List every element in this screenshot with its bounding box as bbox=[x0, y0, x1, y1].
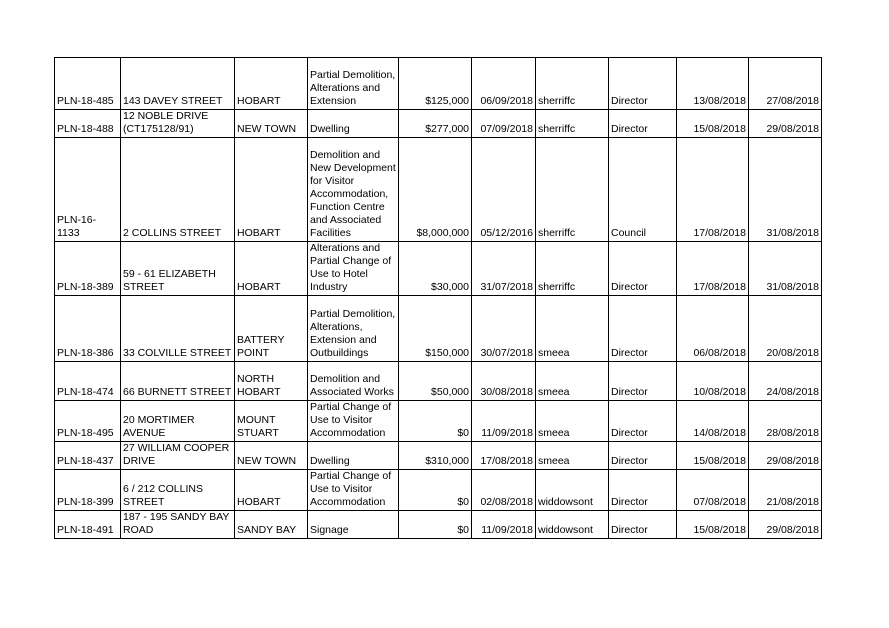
value-cell: $0 bbox=[399, 511, 472, 539]
date-lodged-cell: 02/08/2018 bbox=[472, 470, 536, 511]
date-lodged-cell: 05/12/2016 bbox=[472, 138, 536, 242]
application-id: PLN-18-495 bbox=[55, 401, 121, 442]
date-lodged-cell: 07/09/2018 bbox=[472, 110, 536, 138]
description-cell: Partial Demolition, Alterations and Extension bbox=[308, 58, 399, 110]
suburb-cell: SANDY BAY bbox=[235, 511, 308, 539]
suburb-cell: HOBART bbox=[235, 58, 308, 110]
application-id: PLN-18-399 bbox=[55, 470, 121, 511]
description-cell: Dwelling bbox=[308, 110, 399, 138]
advertised-date-cell: 17/08/2018 bbox=[677, 242, 749, 296]
closing-date-cell: 24/08/2018 bbox=[749, 362, 822, 401]
value-cell: $310,000 bbox=[399, 442, 472, 470]
advertised-date-cell: 13/08/2018 bbox=[677, 58, 749, 110]
date-lodged-cell: 30/07/2018 bbox=[472, 296, 536, 362]
value-cell: $8,000,000 bbox=[399, 138, 472, 242]
advertised-date-cell: 14/08/2018 bbox=[677, 401, 749, 442]
officer-cell: sherriffc bbox=[536, 110, 609, 138]
application-id: PLN-18-437 bbox=[55, 442, 121, 470]
table-row bbox=[55, 110, 822, 138]
description-cell: Alterations and Partial Change of Use to Hotel Industry bbox=[308, 242, 399, 296]
level-cell: Director bbox=[609, 470, 677, 511]
description-cell: Partial Change of Use to Visitor Accommodation bbox=[308, 470, 399, 511]
level-cell: Director bbox=[609, 110, 677, 138]
address-cell: 187 - 195 SANDY BAY ROAD bbox=[121, 511, 235, 539]
closing-date-cell: 27/08/2018 bbox=[749, 58, 822, 110]
table-row bbox=[55, 58, 822, 110]
description-cell: Partial Change of Use to Visitor Accommodation bbox=[308, 401, 399, 442]
table-row bbox=[55, 242, 822, 296]
advertised-date-cell: 06/08/2018 bbox=[677, 296, 749, 362]
suburb-cell: HOBART bbox=[235, 138, 308, 242]
value-cell: $277,000 bbox=[399, 110, 472, 138]
date-lodged-cell: 31/07/2018 bbox=[472, 242, 536, 296]
closing-date-cell: 29/08/2018 bbox=[749, 442, 822, 470]
application-id: PLN-18-488 bbox=[55, 110, 121, 138]
date-lodged-cell: 11/09/2018 bbox=[472, 511, 536, 539]
address-cell: 27 WILLIAM COOPER DRIVE bbox=[121, 442, 235, 470]
suburb-cell: NORTH HOBART bbox=[235, 362, 308, 401]
officer-cell: smeea bbox=[536, 362, 609, 401]
address-cell: 66 BURNETT STREET bbox=[121, 362, 235, 401]
application-id: PLN-18-474 bbox=[55, 362, 121, 401]
address-cell: 2 COLLINS STREET bbox=[121, 138, 235, 242]
advertised-date-cell: 15/08/2018 bbox=[677, 511, 749, 539]
suburb-cell: HOBART bbox=[235, 242, 308, 296]
level-cell: Director bbox=[609, 296, 677, 362]
address-cell: 20 MORTIMER AVENUE bbox=[121, 401, 235, 442]
advertised-date-cell: 17/08/2018 bbox=[677, 138, 749, 242]
officer-cell: sherriffc bbox=[536, 58, 609, 110]
address-cell: 59 - 61 ELIZABETH STREET bbox=[121, 242, 235, 296]
level-cell: Director bbox=[609, 442, 677, 470]
advertised-date-cell: 15/08/2018 bbox=[677, 442, 749, 470]
address-cell: 6 / 212 COLLINS STREET bbox=[121, 470, 235, 511]
closing-date-cell: 29/08/2018 bbox=[749, 511, 822, 539]
level-cell: Director bbox=[609, 511, 677, 539]
value-cell: $125,000 bbox=[399, 58, 472, 110]
description-cell: Partial Demolition, Alterations, Extension and Outbuildings bbox=[308, 296, 399, 362]
suburb-cell: HOBART bbox=[235, 470, 308, 511]
closing-date-cell: 28/08/2018 bbox=[749, 401, 822, 442]
table-row bbox=[55, 511, 822, 539]
table-row bbox=[55, 138, 822, 242]
description-cell: Signage bbox=[308, 511, 399, 539]
advertised-date-cell: 07/08/2018 bbox=[677, 470, 749, 511]
table-row bbox=[55, 442, 822, 470]
level-cell: Director bbox=[609, 362, 677, 401]
suburb-cell: NEW TOWN bbox=[235, 110, 308, 138]
application-id: PLN-18-491 bbox=[55, 511, 121, 539]
table-row bbox=[55, 401, 822, 442]
closing-date-cell: 21/08/2018 bbox=[749, 470, 822, 511]
applications-table bbox=[54, 57, 822, 539]
date-lodged-cell: 06/09/2018 bbox=[472, 58, 536, 110]
suburb-cell: NEW TOWN bbox=[235, 442, 308, 470]
table-row bbox=[55, 470, 822, 511]
officer-cell: widdowsont bbox=[536, 511, 609, 539]
application-id: PLN-16-1133 bbox=[55, 138, 121, 242]
table-row bbox=[55, 296, 822, 362]
address-cell: 12 NOBLE DRIVE (CT175128/91) bbox=[121, 110, 235, 138]
officer-cell: widdowsont bbox=[536, 470, 609, 511]
address-cell: 143 DAVEY STREET bbox=[121, 58, 235, 110]
address-cell: 33 COLVILLE STREET bbox=[121, 296, 235, 362]
closing-date-cell: 31/08/2018 bbox=[749, 242, 822, 296]
date-lodged-cell: 30/08/2018 bbox=[472, 362, 536, 401]
description-cell: Demolition and New Development for Visitor Accommodation, Function Centre and Associated Facilities bbox=[308, 138, 399, 242]
value-cell: $50,000 bbox=[399, 362, 472, 401]
suburb-cell: MOUNT STUART bbox=[235, 401, 308, 442]
closing-date-cell: 20/08/2018 bbox=[749, 296, 822, 362]
officer-cell: smeea bbox=[536, 296, 609, 362]
level-cell: Director bbox=[609, 58, 677, 110]
application-id: PLN-18-485 bbox=[55, 58, 121, 110]
advertised-date-cell: 15/08/2018 bbox=[677, 110, 749, 138]
closing-date-cell: 31/08/2018 bbox=[749, 138, 822, 242]
officer-cell: sherriffc bbox=[536, 242, 609, 296]
officer-cell: sherriffc bbox=[536, 138, 609, 242]
level-cell: Director bbox=[609, 242, 677, 296]
level-cell: Director bbox=[609, 401, 677, 442]
officer-cell: smeea bbox=[536, 401, 609, 442]
advertised-date-cell: 10/08/2018 bbox=[677, 362, 749, 401]
closing-date-cell: 29/08/2018 bbox=[749, 110, 822, 138]
officer-cell: smeea bbox=[536, 442, 609, 470]
application-id: PLN-18-389 bbox=[55, 242, 121, 296]
value-cell: $30,000 bbox=[399, 242, 472, 296]
value-cell: $0 bbox=[399, 401, 472, 442]
value-cell: $150,000 bbox=[399, 296, 472, 362]
suburb-cell: BATTERY POINT bbox=[235, 296, 308, 362]
application-id: PLN-18-386 bbox=[55, 296, 121, 362]
date-lodged-cell: 11/09/2018 bbox=[472, 401, 536, 442]
value-cell: $0 bbox=[399, 470, 472, 511]
description-cell: Demolition and Associated Works bbox=[308, 362, 399, 401]
table-row bbox=[55, 362, 822, 401]
date-lodged-cell: 17/08/2018 bbox=[472, 442, 536, 470]
level-cell: Council bbox=[609, 138, 677, 242]
description-cell: Dwelling bbox=[308, 442, 399, 470]
